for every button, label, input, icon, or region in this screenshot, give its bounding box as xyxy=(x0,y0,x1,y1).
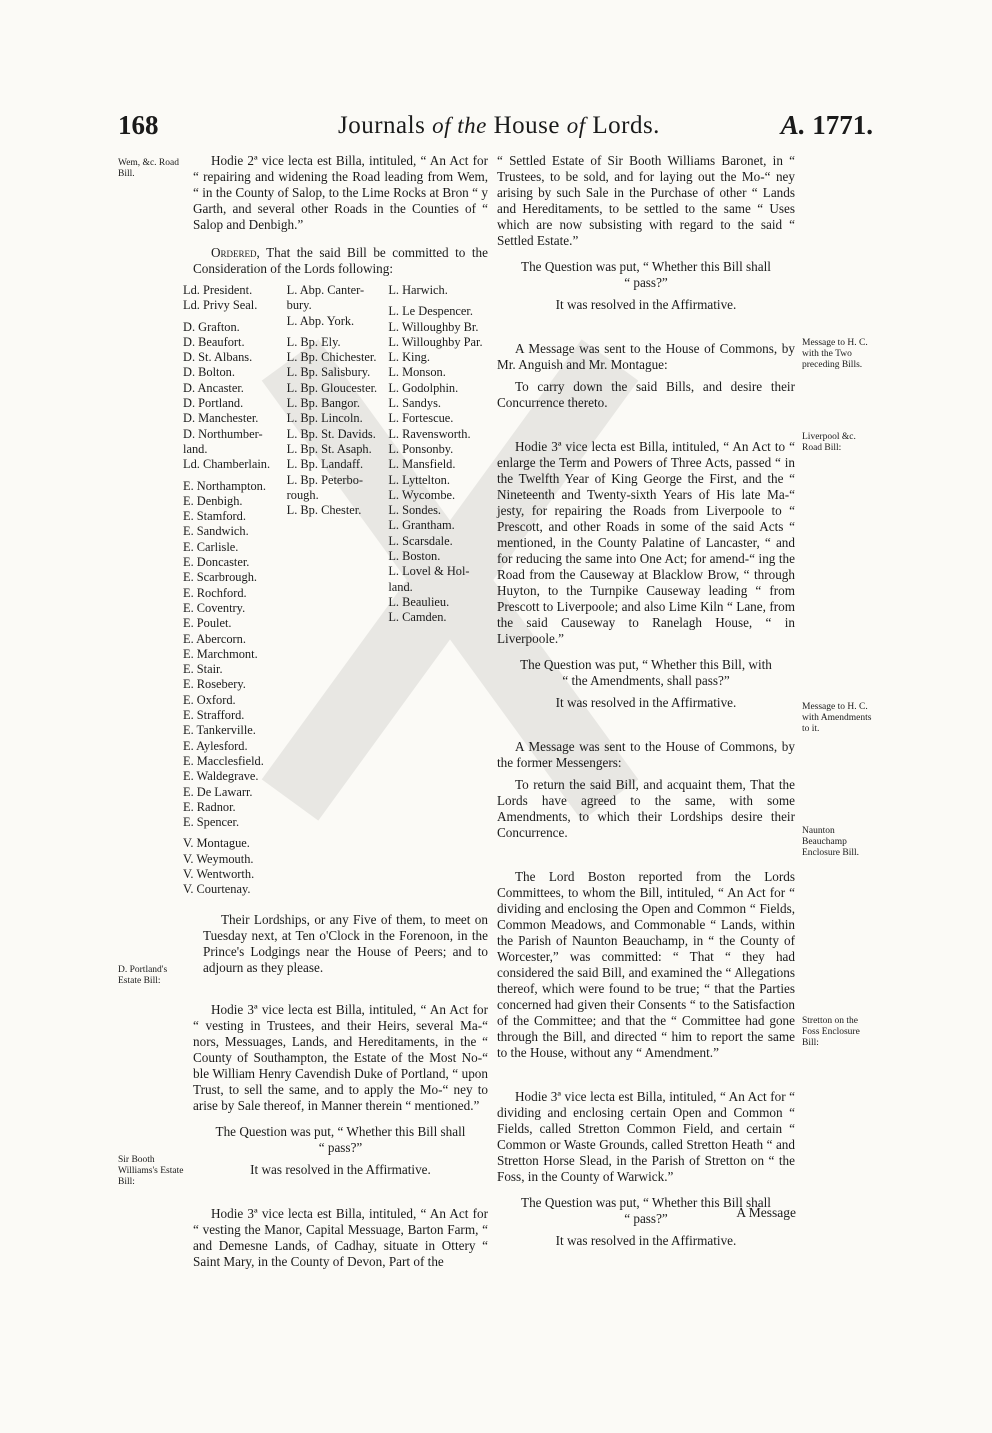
lord-entry: E. Rosebery. xyxy=(183,677,246,692)
lord-entry: Ld. Chamberlain. xyxy=(183,457,271,472)
lord-entry: L. Bp. Chichester. xyxy=(286,350,377,365)
margin-note-message-1: Message to H. C. with the Two preceding Bills. xyxy=(802,338,868,370)
lord-entry: land. xyxy=(388,579,413,594)
page-number: 168 xyxy=(118,110,159,140)
resolution-4: It was resolved in the Affirmative. xyxy=(555,1233,737,1248)
lord-entry: L. Ponsonby. xyxy=(388,441,454,456)
lord-entry: E. Macclesfield. xyxy=(183,753,264,768)
lord-entry: L. Lyttelton. xyxy=(388,472,450,487)
lord-entry: V. Weymouth. xyxy=(183,851,254,866)
message-2-body: To return the said Bill, and acquaint them, That the Lords have agreed to the same, with some Amendments, to which their Lordships desire their Concurrence. xyxy=(497,777,795,840)
lord-entry: E. Oxford. xyxy=(183,692,236,707)
lord-entry: Ld. Privy Seal. xyxy=(183,298,258,313)
catchword: A Message xyxy=(736,1205,796,1220)
lord-entry: L. Camden. xyxy=(388,610,447,625)
lord-entry: L. Harwich. xyxy=(388,283,448,297)
lord-entry: L. Boston. xyxy=(388,549,441,564)
lord-entry: E. Carlisle. xyxy=(183,539,239,554)
left-column xyxy=(183,153,488,1276)
lord-entry: L. Bp. Bangor. xyxy=(286,396,360,411)
margin-note-booth: Sir Booth Williams's Estate Bill: xyxy=(118,1155,184,1187)
portland-bill-text: Hodie 3ª vice lecta est Billa, intituled, “ An Act for “ vesting in Trustees, and their Heirs, several Ma-“ nors, Messuages, Lands, and Hereditaments, in the “ County of Southampton, the Estate of the Most No-“ ble William Henry Cavendish Duke of Portland, “ upon Trust, to sell the same, and to apply the Mo-“ ney to arise by Sale thereof, in Manner therein “ mentioned.” xyxy=(193,1001,488,1113)
right-column xyxy=(497,153,795,1255)
lord-entry: D. Ancaster. xyxy=(183,380,244,395)
margin-note-portland: D. Portland's Estate Bill: xyxy=(118,965,168,986)
lord-entry: L. Sandys. xyxy=(388,396,441,411)
lord-entry: L. Bp. Peterbo- xyxy=(286,472,364,487)
lord-entry: E. Marchmont. xyxy=(183,646,258,661)
lord-entry: rough. xyxy=(286,487,319,502)
resolution-2: It was resolved in the Affirmative. xyxy=(555,297,737,312)
lord-entry: V. Wentworth. xyxy=(183,866,255,881)
lord-entry: D. Manchester. xyxy=(183,411,259,426)
lord-entry: E. Scarbrough. xyxy=(183,570,257,585)
lord-entry: L. Wycombe. xyxy=(388,487,456,502)
lord-entry: L. Bp. Chester. xyxy=(286,503,362,518)
lord-entry: E. Rochford. xyxy=(183,585,247,600)
lords-committee-list xyxy=(183,283,488,898)
lord-entry: E. Sandwich. xyxy=(183,524,249,539)
lord-entry: L. Godolphin. xyxy=(388,380,459,395)
page-header xyxy=(118,110,873,150)
lord-entry: D. Portland. xyxy=(183,396,244,411)
lord-entry: L. Willoughby Par. xyxy=(388,334,483,349)
lord-entry: L. Le Despencer. xyxy=(388,304,473,319)
lord-entry: Ld. President. xyxy=(183,283,253,297)
lord-entry: L. Bp. Salisbury. xyxy=(286,365,371,380)
margin-note-naunton: Naunton Beauchamp Enclosure Bill. xyxy=(802,826,859,858)
margin-note-stretton: Stretton on the Foss Enclosure Bill: xyxy=(802,1016,860,1048)
lords-column-2 xyxy=(287,283,389,898)
meeting-text: Their Lordships, or any Five of them, to meet on Tuesday next, at Ten o'Clock in the Forenoon, in the Prince's Lodgings near the House of Peers; and to adjourn as they please. xyxy=(203,911,488,975)
lord-entry: E. De Lawarr. xyxy=(183,784,253,799)
lord-entry: L. Willoughby Br. xyxy=(388,319,479,334)
lord-entry: bury. xyxy=(286,298,312,313)
lord-entry: L. Bp. Gloucester. xyxy=(286,380,378,395)
question-1: The Question was put, “ Whether this Bill shall “ pass?” xyxy=(215,1123,466,1155)
margin-note-message-2: Message to H. C. with Amendments to it. xyxy=(802,702,872,734)
lord-entry: V. Courtenay. xyxy=(183,882,251,897)
resolution-3: It was resolved in the Affirmative. xyxy=(555,695,737,710)
lord-entry: E. Abercorn. xyxy=(183,631,246,646)
lord-entry: E. Doncaster. xyxy=(183,555,250,570)
lords-column-3 xyxy=(388,283,488,898)
lord-entry: E. Radnor. xyxy=(183,799,236,814)
page-title: Journals of the House of Lords. xyxy=(338,112,660,139)
question-3: The Question was put, “ Whether this Bill, with “ the Amendments, shall pass?” xyxy=(520,657,772,688)
lord-entry: V. Montague. xyxy=(183,836,250,851)
message-1: A Message was sent to the House of Commons, by Mr. Anguish and Mr. Montague: xyxy=(497,341,795,372)
lord-entry: D. Grafton. xyxy=(183,319,240,334)
lord-entry: E. Denbigh. xyxy=(183,493,243,508)
message-2: A Message was sent to the House of Commons, by the former Messengers: xyxy=(497,739,795,770)
lord-entry: L. Bp. St. Asaph. xyxy=(286,441,372,456)
lord-entry: L. Bp. St. Davids. xyxy=(286,426,376,441)
lord-entry: E. Strafford. xyxy=(183,708,245,723)
lord-entry: land. xyxy=(183,441,208,456)
lord-entry: L. Scarsdale. xyxy=(388,533,453,548)
lord-entry: E. Waldegrave. xyxy=(183,769,259,784)
lord-entry: L. Fortescue. xyxy=(388,411,454,426)
ordered-text: Ordered, That the said Bill be committed to the Consideration of the Lords following: xyxy=(193,245,488,276)
lord-entry: L. Abp. Canter- xyxy=(286,283,365,297)
lord-entry: L. Mansfield. xyxy=(388,457,456,472)
liverpool-bill-text: Hodie 3ª vice lecta est Billa, intituled, “ An Act to “ enlarge the Term and Powers of Three Acts, passed “ in the Twelfth Year of King George the First, and the “ Nineteenth and Twenty-sixth Years of His late Ma-“ jesty, for repairing the Roads from Liverpoole to “ Prescott, and other Roads in some of the said Acts “ mentioned, in the County Palatine of Lancaster, “ and for reducing the same into One Act; for amend-“ ing the Road from the Causeway at Blacklow Brow, “ through Huyton, to the Turnpike Causeway leading “ from Prescott to Liverpoole; and also Lime Kiln “ Lane, from the said Causeway to Ranelagh House, “ in Liverpoole.” xyxy=(497,439,795,646)
lord-entry: L. Sondes. xyxy=(388,503,441,518)
lords-column-1 xyxy=(183,283,287,898)
lord-entry: D. Bolton. xyxy=(183,365,235,380)
lord-entry: E. Coventry. xyxy=(183,600,246,615)
lord-entry: L. King. xyxy=(388,350,430,365)
booth-bill-text: Hodie 3ª vice lecta est Billa, intituled, “ An Act for “ vesting the Manor, Capital Messuage, Barton Farm, “ and Demesne Lands, of Cadhay, situate in Ottery “ Saint Mary, in the County of Devon, Part of the xyxy=(193,1205,488,1269)
lord-entry: E. Tankerville. xyxy=(183,723,256,738)
page-year: A. 1771. xyxy=(780,110,873,140)
question-2: The Question was put, “ Whether this Bill shall “ pass?” xyxy=(521,259,771,290)
lord-entry: E. Northampton. xyxy=(183,478,266,493)
lord-entry: E. Poulet. xyxy=(183,616,232,631)
lord-entry: L. Ravensworth. xyxy=(388,426,471,441)
booth-bill-continued: “ Settled Estate of Sir Booth Williams Baronet, in “ Trustees, to be sold, and for laying out the Mo-“ ney arising by such Sale in the Purchase of other “ Lands and Hereditaments, to be settled to the same “ Uses which are now subsisting with regard to the said “ Settled Estate.” xyxy=(497,153,795,248)
lord-entry: E. Aylesford. xyxy=(183,738,248,753)
message-1-body: To carry down the said Bills, and desire their Concurrence thereto. xyxy=(497,379,795,410)
margin-note-liverpool: Liverpool &c. Road Bill: xyxy=(802,432,856,453)
resolution-1: It was resolved in the Affirmative. xyxy=(250,1161,431,1177)
lord-entry: L. Monson. xyxy=(388,365,446,380)
lord-entry: L. Abp. York. xyxy=(286,313,355,328)
lord-entry: L. Beaulieu. xyxy=(388,594,450,609)
lord-entry: E. Stamford. xyxy=(183,509,246,524)
wem-bill-text: Hodie 2ª vice lecta est Billa, intituled, “ An Act for “ repairing and widening the Road leading from Wem, “ in the County of Salop, to the Lime Rocks at Bron “ y Garth, and several other Roads in the Counties of “ Salop and Denbigh.” xyxy=(193,153,488,232)
lord-entry: L. Grantham. xyxy=(388,518,455,533)
lord-entry: D. Beaufort. xyxy=(183,334,245,349)
lord-entry: L. Bp. Landaff. xyxy=(286,457,364,472)
margin-note-wem: Wem, &c. Road Bill. xyxy=(118,158,179,179)
stretton-bill-text: Hodie 3ª vice lecta est Billa, intituled, “ An Act for “ dividing and enclosing certain Open and Common “ Fields, called Stretton Common Field, and certain “ Common or Waste Grounds, called Stretton Heath “ and Stretton Horse Slead, in the Parish of Stretton on “ the Foss, in the County of Warwick.” xyxy=(497,1089,795,1184)
lord-entry: D. St. Albans. xyxy=(183,350,253,365)
lord-entry: E. Stair. xyxy=(183,662,223,677)
lord-entry: D. Northumber- xyxy=(183,426,263,441)
lord-entry: L. Lovel & Hol- xyxy=(388,564,470,579)
naunton-report-text: The Lord Boston reported from the Lords Committees, to whom the Bill, intituled, “ An Act for “ dividing and enclosing the Open and Common “ Fields, Common Meadows, and Commonable “ Lands, within the Parish of Naunton Beauchamp, in “ the County of Worcester,” was committed: “ That “ they had considered the said Bill, and examined the “ Allegations thereof, which were found to be true; “ that the Parties concerned had given their Consents “ to the Satisfaction of the Committee; and that the “ Committee had gone through the Bill, and directed “ him to report the same to the House, without any “ Amendment.” xyxy=(497,869,795,1060)
lord-entry: L. Bp. Ely. xyxy=(286,334,341,349)
question-4: The Question was put, “ Whether this Bill shall “ pass?” xyxy=(521,1195,771,1226)
lord-entry: L. Bp. Lincoln. xyxy=(286,411,363,426)
lord-entry: E. Spencer. xyxy=(183,815,240,830)
